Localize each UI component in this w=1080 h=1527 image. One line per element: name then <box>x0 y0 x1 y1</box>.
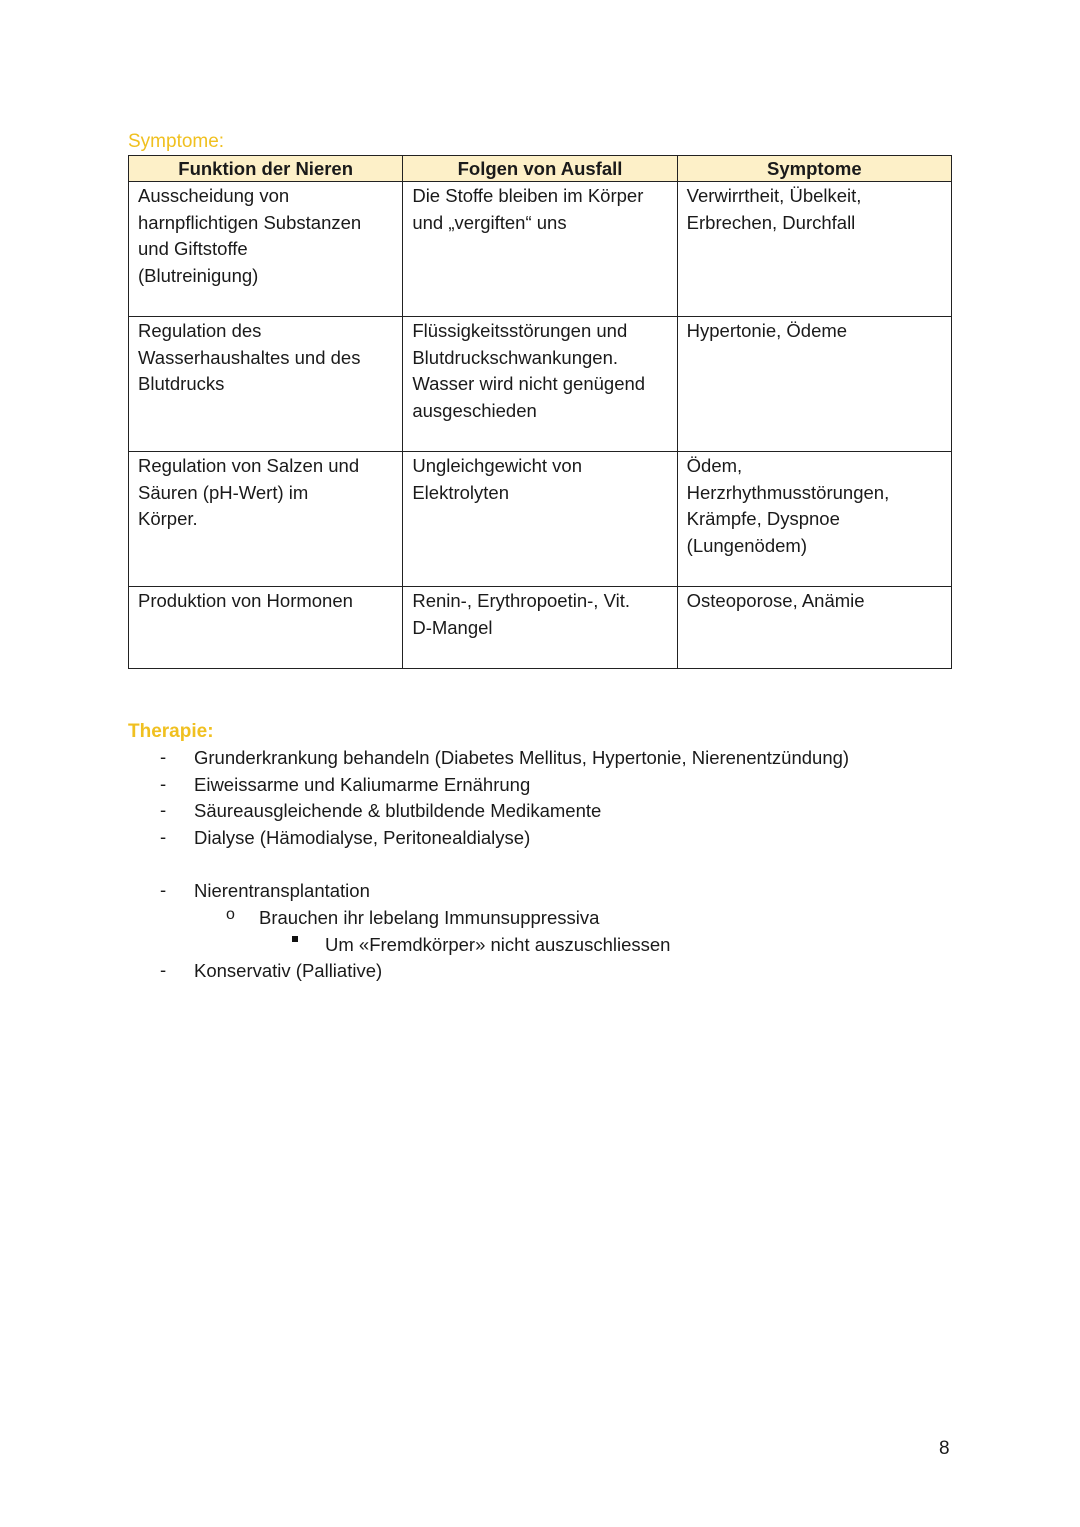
dash-bullet-icon: - <box>160 773 167 794</box>
list-item-subsub: Um «Fremdkörper» nicht auszuschliessen <box>325 934 671 955</box>
table-row <box>129 182 952 317</box>
list-item: Säureausgleichende & blutbildende Medikamente <box>194 800 602 821</box>
header-symptome: Symptome <box>677 156 951 182</box>
table-cell: Ungleichgewicht von Elektrolyten <box>403 452 677 587</box>
list-item-sub: Brauchen ihr lebelang Immunsuppressiva <box>259 907 600 928</box>
table-row <box>129 587 952 669</box>
dash-bullet-icon: - <box>160 799 167 820</box>
table-row <box>129 452 952 587</box>
table-cell: Regulation von Salzen und Säuren (pH-Wert) im Körper. <box>129 452 403 587</box>
table-cell: Ausscheidung von harnpflichtigen Substanzen und Giftstoffe (Blutreinigung) <box>129 182 403 317</box>
table-cell: Osteoporose, Anämie <box>677 587 951 669</box>
list-item: Nierentransplantation <box>194 880 370 901</box>
table-cell: Flüssigkeitsstörungen und Blutdruckschwankungen. Wasser wird nicht genügend ausgeschieden <box>403 317 677 452</box>
symptoms-table <box>128 155 952 669</box>
table-row <box>129 317 952 452</box>
list-item: Konservativ (Palliative) <box>194 960 383 981</box>
dash-bullet-icon: - <box>160 959 167 980</box>
therapie-heading: Therapie: <box>128 721 214 742</box>
square-bullet-icon <box>292 936 298 942</box>
table-cell: Renin-, Erythropoetin-, Vit. D-Mangel <box>403 587 677 669</box>
table-cell: Hypertonie, Ödeme <box>677 317 951 452</box>
circle-bullet-icon: o <box>226 906 235 923</box>
table-cell: Produktion von Hormonen <box>129 587 403 669</box>
dash-bullet-icon: - <box>160 826 167 847</box>
table-cell: Verwirrtheit, Übelkeit, Erbrechen, Durchfall <box>677 182 951 317</box>
table-cell: Regulation des Wasserhaushaltes und des Blutdrucks <box>129 317 403 452</box>
table-cell: Ödem, Herzrhythmusstörungen, Krämpfe, Dyspnoe (Lungenödem) <box>677 452 951 587</box>
table-cell: Die Stoffe bleiben im Körper und „vergiften“ uns <box>403 182 677 317</box>
list-item: Grunderkrankung behandeln (Diabetes Mellitus, Hypertonie, Nierenentzündung) <box>194 747 850 768</box>
symptome-heading: Symptome: <box>128 131 225 152</box>
table-header-row <box>129 156 952 182</box>
dash-bullet-icon: - <box>160 746 167 767</box>
dash-bullet-icon: - <box>160 879 167 900</box>
list-item: Dialyse (Hämodialyse, Peritonealdialyse) <box>194 827 531 848</box>
header-funktion: Funktion der Nieren <box>129 156 403 182</box>
page-number: 8 <box>939 1438 950 1459</box>
list-item: Eiweissarme und Kaliumarme Ernährung <box>194 774 531 795</box>
header-folgen: Folgen von Ausfall <box>403 156 677 182</box>
